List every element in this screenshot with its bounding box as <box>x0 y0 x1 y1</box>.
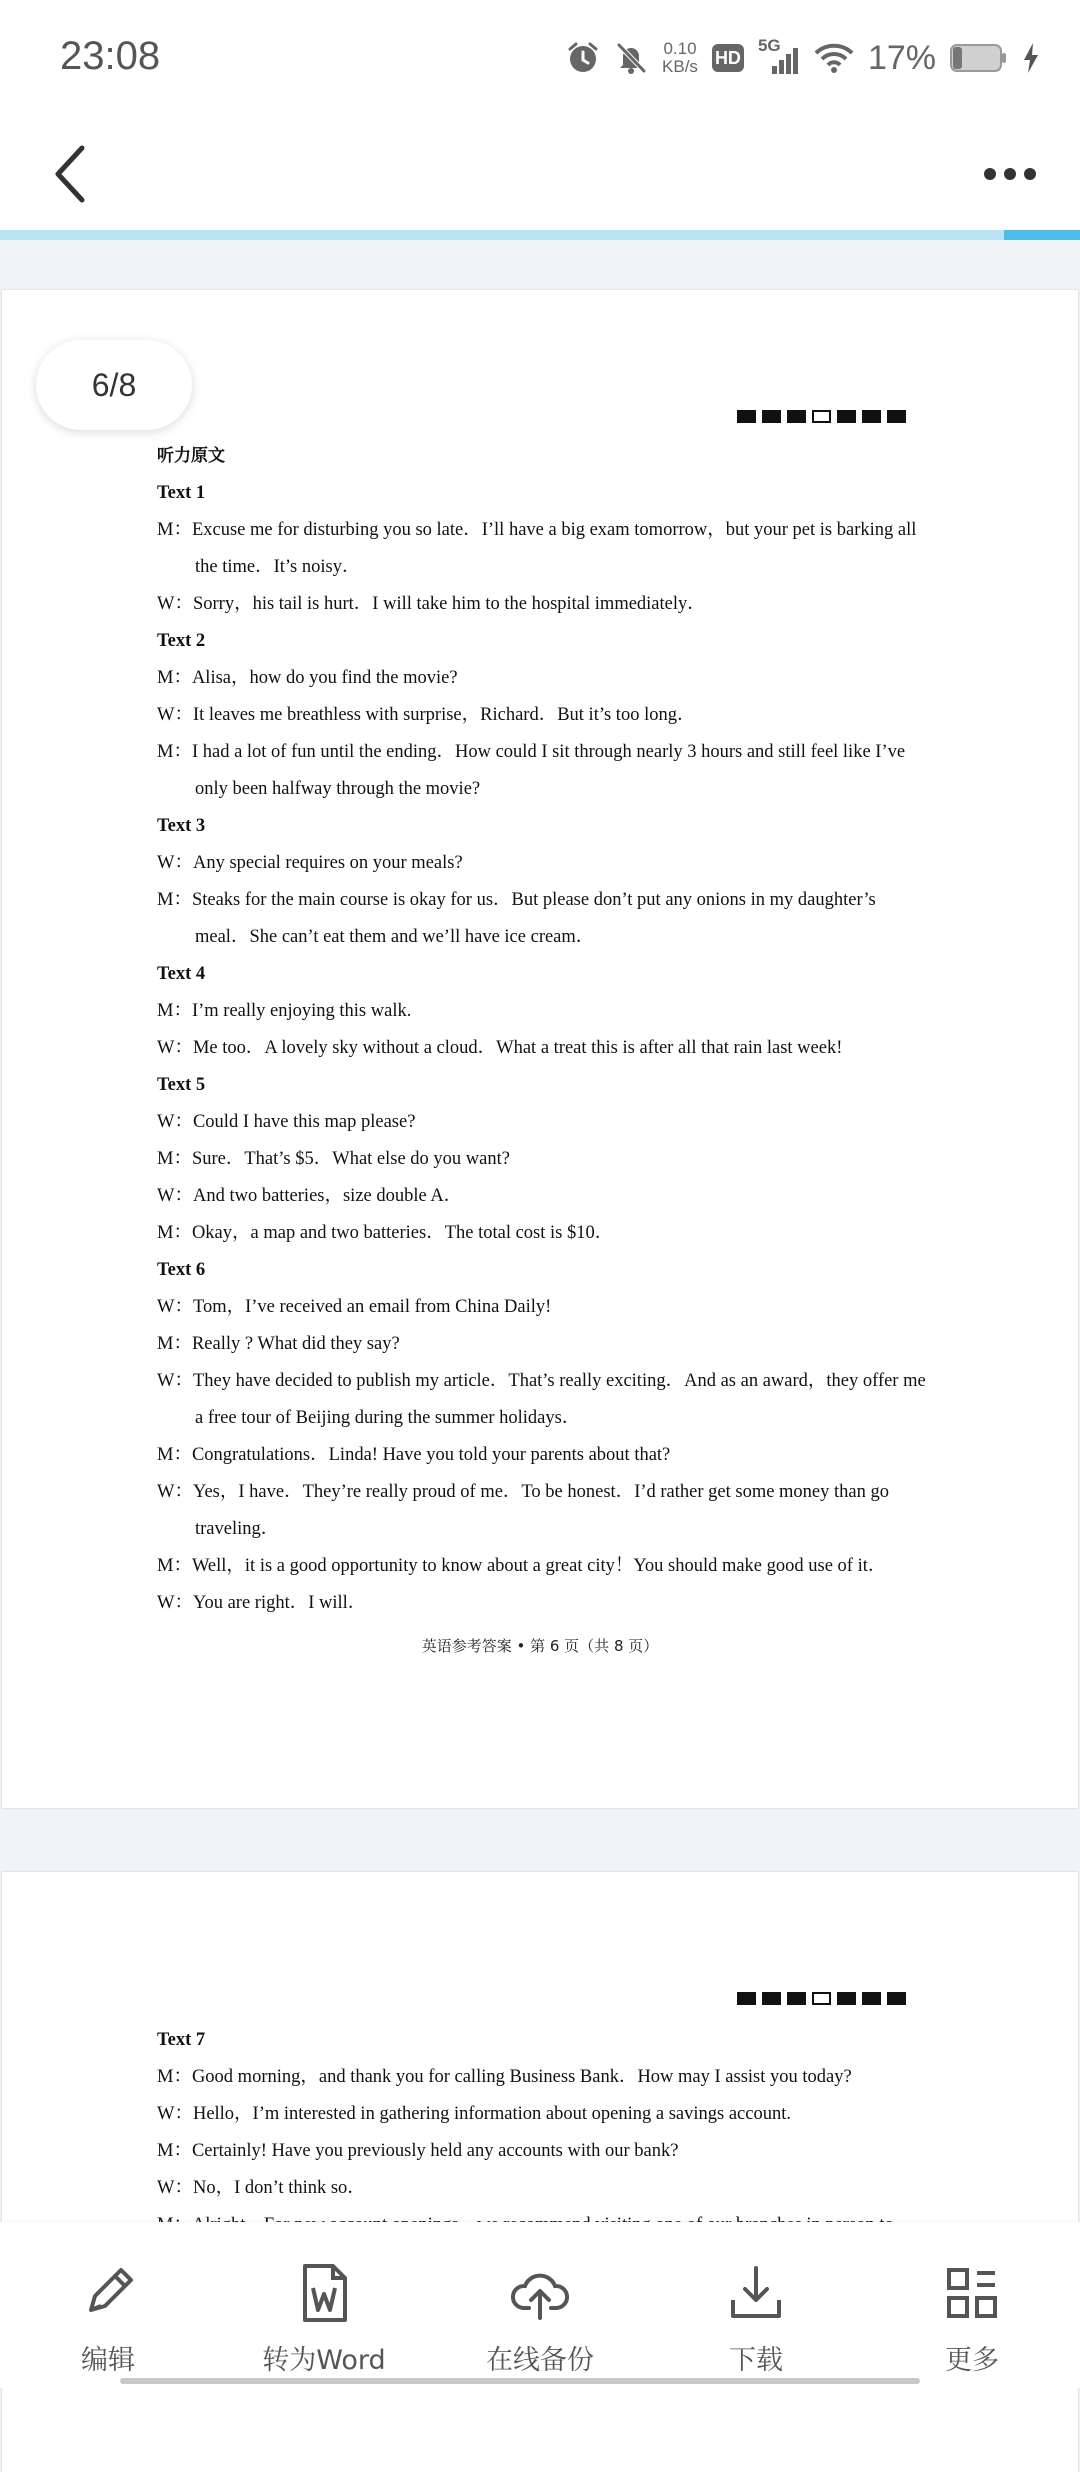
online-backup-label: 在线备份 <box>486 2345 594 2376</box>
transcript-line: M：I had a lot of fun until the ending．How could I sit through nearly 3 hours and still feel like I’ve <box>157 742 906 762</box>
transcript-line: M：Good morning，and thank you for calling Business Bank．How may I assist you today? <box>157 2067 852 2087</box>
download-icon <box>725 2262 787 2324</box>
transcript-line: W：Any special requires on your meals? <box>157 853 463 873</box>
transcript-line: M：Okay，a map and two batteries．The total cost is $10． <box>157 1223 614 1243</box>
transcript-line: M：Excuse me for disturbing you so late．I’ll have a big exam tomorrow，but your pet is barking all <box>157 520 917 540</box>
transcript-line: M：Congratulations．Linda! Have you told your parents about that? <box>157 1445 671 1465</box>
convert-to-word-button[interactable] <box>216 2262 432 2377</box>
page-footer: 英语参考答案 • 第 6 页（共 8 页） <box>421 1637 659 1655</box>
transcript-line: traveling． <box>195 1519 280 1539</box>
page-marker <box>737 410 906 423</box>
section-title: 听力原文 <box>157 446 225 466</box>
hd-badge: HD <box>712 44 744 72</box>
transcript-line: M：Certainly! Have you previously held any accounts with our bank? <box>157 2141 679 2161</box>
transcript-line: W：Yes，I have．They’re really proud of me．To be honest．I’d rather get some money than go <box>157 1482 889 1502</box>
more-options-button[interactable] <box>970 138 1050 210</box>
transcript-line: W：Could I have this map please? <box>157 1112 416 1132</box>
more-label: 更多 <box>945 2345 999 2376</box>
more-button[interactable] <box>864 2262 1080 2377</box>
section-heading: Text 2 <box>157 631 206 651</box>
transcript-line: W：Tom，I’ve received an email from China Daily! <box>157 1297 552 1317</box>
section-heading: Text 5 <box>157 1075 206 1095</box>
word-file-icon <box>293 2262 355 2324</box>
transcript-line: a free tour of Beijing during the summer holidays． <box>195 1408 581 1428</box>
net-speed <box>662 40 698 76</box>
transcript-line: W：No，I don’t think so． <box>157 2178 366 2198</box>
reading-progress-bar <box>0 230 1080 240</box>
transcript-line: M：Sure．That’s $5．What else do you want? <box>157 1149 510 1169</box>
mute-bell-icon <box>614 41 648 75</box>
network-type: 5G <box>757 36 781 55</box>
back-arrow-icon <box>50 144 90 204</box>
page-marker <box>737 1992 906 2005</box>
net-speed-value: 0.10 <box>663 39 697 58</box>
transcript-line: meal．She can’t eat them and we’ll have ice cream． <box>195 927 595 947</box>
status-icons <box>566 36 1040 80</box>
transcript-line: the time．It’s noisy． <box>195 557 361 577</box>
edit-label: 编辑 <box>81 2345 135 2376</box>
section-heading: Text 1 <box>157 483 206 503</box>
transcript-line: M：Steaks for the main course is okay for us．But please don’t put any onions in my daughter’s <box>157 890 876 910</box>
transcript-line: W：You are right．I will． <box>157 1593 367 1613</box>
net-speed-unit: KB/s <box>662 57 698 76</box>
transcript-line: W：And two batteries，size double A． <box>157 1186 463 1206</box>
charging-icon <box>1022 42 1040 74</box>
transcript-line: W：Hello，I’m interested in gathering information about opening a savings account. <box>157 2104 791 2124</box>
transcript-line: M：Well，it is a good opportunity to know about a great city！You should make good use of it． <box>157 1556 887 1576</box>
bottom-toolbar <box>0 2222 1080 2388</box>
gesture-bar <box>120 2378 920 2384</box>
transcript-line: W：They have decided to publish my article．That’s really exciting．And as an award，they offer me <box>157 1371 926 1391</box>
edit-button[interactable] <box>0 2262 216 2377</box>
transcript-line: M：I’m really enjoying this walk. <box>157 1001 412 1021</box>
section-heading: Text 4 <box>157 964 206 984</box>
download-label: 下载 <box>729 2345 783 2376</box>
page-7-content <box>157 2022 927 2244</box>
grid-more-icon <box>941 2262 1003 2324</box>
cloud-upload-icon <box>509 2262 571 2324</box>
transcript-line: M：Alisa，how do you find the movie? <box>157 668 458 688</box>
transcript-line: only been halfway through the movie? <box>195 779 481 799</box>
section-heading: Text 6 <box>157 1260 206 1280</box>
transcript-line: W：Me too．A lovely sky without a cloud．What a treat this is after all that rain last week! <box>157 1038 843 1058</box>
section-heading: Text 7 <box>157 2030 206 2050</box>
battery-icon <box>950 43 1008 73</box>
back-button[interactable] <box>30 128 110 220</box>
battery-percent: 17% <box>867 38 936 77</box>
download-button[interactable] <box>648 2262 864 2377</box>
viewer-header <box>0 118 1080 230</box>
reading-progress-fill <box>1004 230 1080 240</box>
status-time: 23:08 <box>60 34 161 78</box>
convert-to-word-label: 转为Word <box>262 2345 386 2376</box>
transcript-line: W：Sorry，his tail is hurt．I will take him to the hospital immediately． <box>157 594 706 614</box>
wifi-icon <box>814 42 854 74</box>
signal-icon <box>757 36 800 76</box>
pencil-icon <box>77 2262 139 2324</box>
document-page-6 <box>2 290 1078 1808</box>
online-backup-button[interactable] <box>432 2262 648 2377</box>
page-indicator[interactable]: 6/8 <box>36 340 192 430</box>
status-bar <box>0 0 1080 118</box>
transcript-line: M：Really ? What did they say? <box>157 1334 400 1354</box>
section-heading: Text 3 <box>157 816 206 836</box>
alarm-icon <box>566 41 600 75</box>
transcript-line: W：It leaves me breathless with surprise，Richard．But it’s too long． <box>157 705 696 725</box>
page-6-content <box>157 438 927 1622</box>
more-dots-icon <box>983 167 1037 181</box>
